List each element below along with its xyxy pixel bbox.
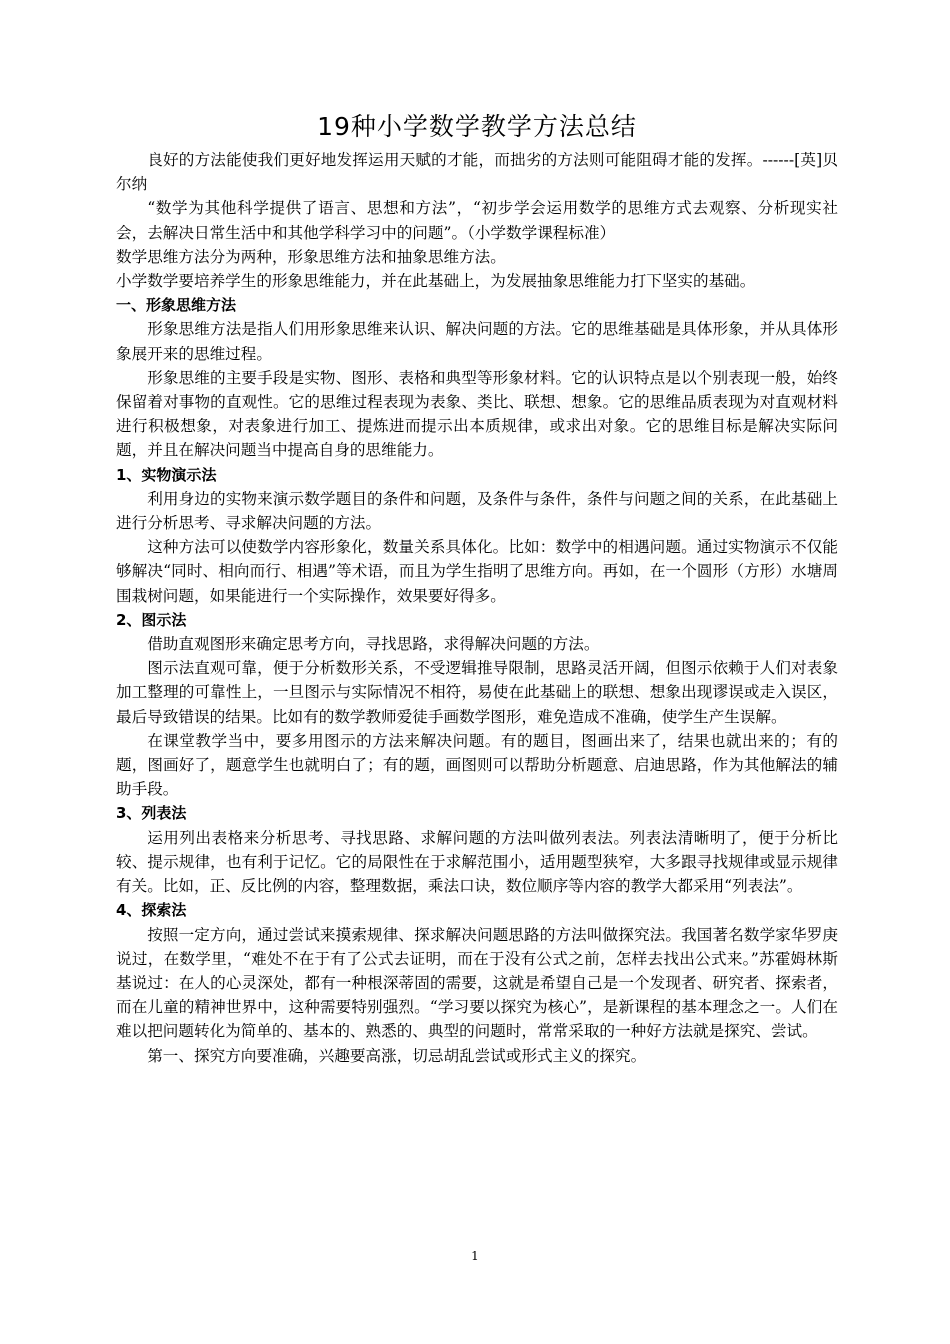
paragraph: 借助直观图形来确定思考方向，寻找思路，求得解决问题的方法。: [147, 635, 600, 654]
method-heading-object-demo: 1、实物演示法: [116, 465, 217, 484]
intro-goal: 小学数学要培养学生的形象思维能力，并在此基础上，为发展抽象思维能力打下坚实的基础。: [116, 272, 756, 291]
method-heading-table: 3、列表法: [116, 804, 187, 823]
intro-curriculum-quote: “数学为其他科学提供了语言、思想和方法”，“初步学会运用数学的思维方式去观察、分析现实社会，去解决日常生活中和其他学科学习中的问题”。（小学数学课程标准）: [116, 199, 838, 242]
section-heading-image-thinking: 一、形象思维方法: [116, 296, 237, 315]
document-title: 19种小学数学教学方法总结: [317, 112, 637, 141]
paragraph: 按照一定方向，通过尝试来摸索规律、探求解决问题思路的方法叫做探究法。我国著名数学家华罗庚说过，在数学里，“难处不在于有了公式去证明，而在于没有公式之前，怎样去找出公式来。”苏霍姆林斯基说过：在人的心灵深处，都有一种根深蒂固的需要，这就是希望自己是一个发现者、研究者、探索者，而在儿童的精神世界中，这种需要特别强烈。“学习要以探究为核心”，是新课程的基本理念之一。人们在难以把问题转化为简单的、基本的、熟悉的、典型的问题时，常常采取的一种好方法就是探究、尝试。: [116, 925, 838, 1041]
intro-thinking-types: 数学思维方法分为两种，形象思维方法和抽象思维方法。: [116, 247, 506, 266]
paragraph: 形象思维的主要手段是实物、图形、表格和典型等形象材料。它的认识特点是以个别表现一般，始终保留着对事物的直观性。它的思维过程表现为表象、类比、联想、想象。它的思维品质表现为对直观材料进行积极想象，对表象进行加工、提炼进而提示出本质规律，或求出对象。它的思维目标是解决实际问题，并且在解决问题当中提高自身的思维能力。: [116, 368, 838, 460]
paragraph: 这种方法可以使数学内容形象化，数量关系具体化。比如：数学中的相遇问题。通过实物演示不仅能够解决“同时、相向而行、相遇”等术语，而且为学生指明了思维方向。再如，在一个圆形（方形）水塘周围栽树问题，如果能进行一个实际操作，效果要好得多。: [116, 538, 838, 605]
paragraph: 运用列出表格来分析思考、寻找思路、求解问题的方法叫做列表法。列表法清晰明了，便于分析比较、提示规律，也有利于记忆。它的局限性在于求解范围小，适用题型狭窄，大多跟寻找规律或显示规律有关。比如，正、反比例的内容，整理数据，乘法口诀，数位顺序等内容的教学大都采用“列表法”。: [116, 828, 838, 896]
paragraph: 利用身边的实物来演示数学题目的条件和问题，及条件与条件，条件与问题之间的关系，在此基础上进行分析思考、寻求解决问题的方法。: [116, 489, 838, 533]
method-heading-exploration: 4、探索法: [116, 901, 187, 920]
paragraph: 第一、探究方向要准确，兴趣要高涨，切忌胡乱尝试或形式主义的探究。: [147, 1046, 647, 1065]
intro-quote: 良好的方法能使我们更好地发挥运用天赋的才能，而拙劣的方法则可能阻碍才能的发挥。------[英]贝尔纳: [116, 151, 838, 194]
method-heading-diagram: 2、图示法: [116, 610, 187, 629]
paragraph: 图示法直观可靠，便于分析数形关系，不受逻辑推导限制，思路灵活开阔，但图示依赖于人们对表象加工整理的可靠性上，一旦图示与实际情况不相符，易使在此基础上的联想、想象出现谬误或走入误区，最后导致错误的结果。比如有的数学教师爱徒手画数学图形，难免造成不准确，使学生产生误解。: [116, 659, 838, 726]
paragraph: 在课堂教学当中，要多用图示的方法来解决问题。有的题目，图画出来了，结果也就出来的；有的题，图画好了，题意学生也就明白了；有的题，画图则可以帮助分析题意、启迪思路，作为其他解法的辅助手段。: [116, 731, 838, 799]
page-number: 1: [471, 1249, 479, 1263]
document-body: [116, 108, 838, 1068]
paragraph: 形象思维方法是指人们用形象思维来认识、解决问题的方法。它的思维基础是具体形象，并从具体形象展开来的思维过程。: [116, 320, 838, 363]
